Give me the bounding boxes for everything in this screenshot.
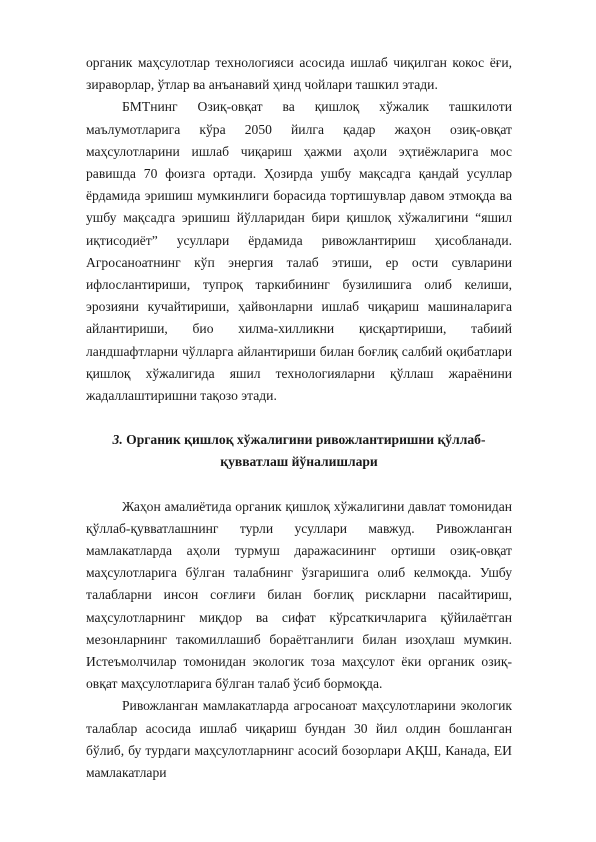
document-page	[86, 52, 512, 784]
paragraph-continuation: органик маҳсулотлар технологияси асосида ишлаб чиқилган кокос ёғи, зираворлар, ўтлар ва анъанавий ҳинд чойлари ташкил этади.	[86, 55, 512, 93]
section-heading	[86, 429, 512, 473]
paragraph-fao-forecast: БМТнинг Озиқ-овқат ва қишлоқ хўжалик ташкилоти маълумотларига кўра 2050 йилга қадар жаҳон озиқ-овқат маҳсулотларини ишлаб чиқариш ҳажми аҳоли эҳтиёжларига мос равишда 70 фоизга ортади. Ҳозирда ушбу мақсадга қандай усуллар ёрдамида эришиш мумкинлиги борасида тортишувлар давом этмоқда ва ушбу мақсадга эришиш йўлларидан бири қишлоқ хўжалигини “яшил иқтисодиёт” усуллари ёрдамида ривожлантириш ҳисобланади. Агросаноатнинг кўп энергия талаб этиши, ер ости сувларини ифлослантириши, тупроқ таркибининг бузилишига олиб келиши, эрозияни кучайтириши, ҳайвонларни ишлаб чиқариш машиналарига айлантириши, био хилма-хилликни қисқартириши, табиий ландшафтларни чўлларга айлантириши билан боғлиқ салбий оқибатлари қишлоқ хўжалигида яшил технологияларни қўллаш жараёнини жадаллаштиришни тақозо этади.	[86, 99, 512, 404]
paragraph-developed-countries: Ривожланган мамлакатларда агросаноат маҳсулотларини экологик талаблар асосида ишлаб чиқариш бундан 30 йил олдин бошланган бўлиб, бу турдаги маҳсулотларнинг асосий бозорлари АҚШ, Канада, ЕИ мамлакатлари	[86, 698, 512, 781]
section-number: 3.	[112, 432, 123, 448]
section-title: Органик қишлоқ хўжалигини ривожлантиришни қўллаб-қувватлаш йўналишлари	[126, 432, 486, 470]
paragraph-world-practice: Жаҳон амалиётида органик қишлоқ хўжалигини давлат томонидан қўллаб-қувватлашнинг турли усуллари мавжуд. Ривожланган мамлакатларда аҳоли турмуш даражасининг ортиши озиқ-овқат маҳсулотларига бўлган талабнинг ўзгаришига олиб келмоқда. Ушбу талабларни инсон соғлиғи билан боғлиқ рискларни пасайтириш, маҳсулотларнинг миқдор ва сифат кўрсаткичларига қўйилаётган мезонларнинг такомиллашиб бораётганлиги билан изоҳлаш мумкин. Истеъмолчилар томонидан экологик тоза маҳсулот ёки органик озиқ-овқат маҳсулотларига бўлган талаб ўсиб бормоқда.	[86, 498, 512, 692]
